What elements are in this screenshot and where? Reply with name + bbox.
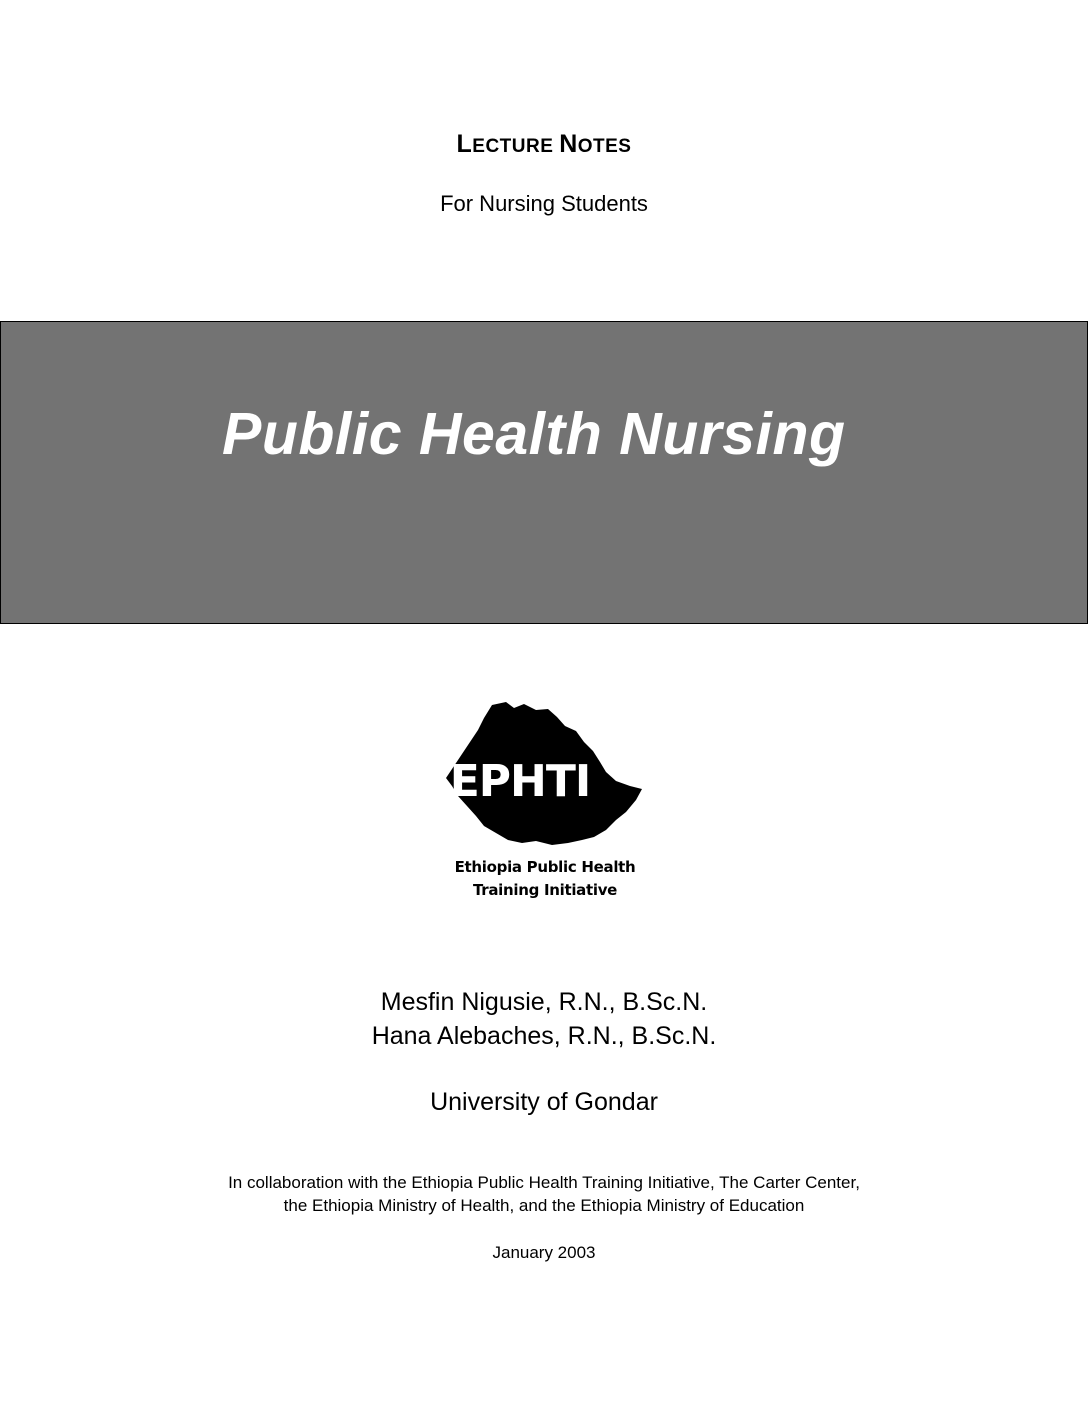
series-title-rest-1: ECTURE xyxy=(472,136,560,157)
authors xyxy=(0,985,1088,1053)
institution: University of Gondar xyxy=(430,1088,658,1116)
ephti-logo xyxy=(440,700,650,910)
series-title xyxy=(0,130,1088,159)
series-title-initial-2: N xyxy=(559,130,578,158)
logo-name-line-1: Ethiopia Public Health xyxy=(454,858,636,876)
series-title-initial-1: L xyxy=(456,130,473,158)
page-title: Public Health Nursing xyxy=(222,401,846,467)
subtitle: For Nursing Students xyxy=(440,191,648,216)
author-2: Hana Alebaches, R.N., B.Sc.N. xyxy=(371,1022,717,1050)
author-1: Mesfin Nigusie, R.N., B.Sc.N. xyxy=(380,988,708,1016)
publication-date: January 2003 xyxy=(492,1243,596,1262)
collaboration-line-2: the Ethiopia Ministry of Health, and the Ethiopia Ministry of Education xyxy=(283,1196,805,1215)
logo-name-line-2: Training Initiative xyxy=(472,881,618,899)
logo-acronym: EPHTI xyxy=(449,756,591,807)
title-band xyxy=(0,321,1088,624)
series-title-rest-2: OTES xyxy=(577,136,632,157)
ethiopia-map-icon xyxy=(440,700,650,860)
collaboration-line-1: In collaboration with the Ethiopia Public Health Training Initiative, The Carter Center, xyxy=(228,1173,860,1192)
collaboration-note xyxy=(0,1171,1088,1217)
